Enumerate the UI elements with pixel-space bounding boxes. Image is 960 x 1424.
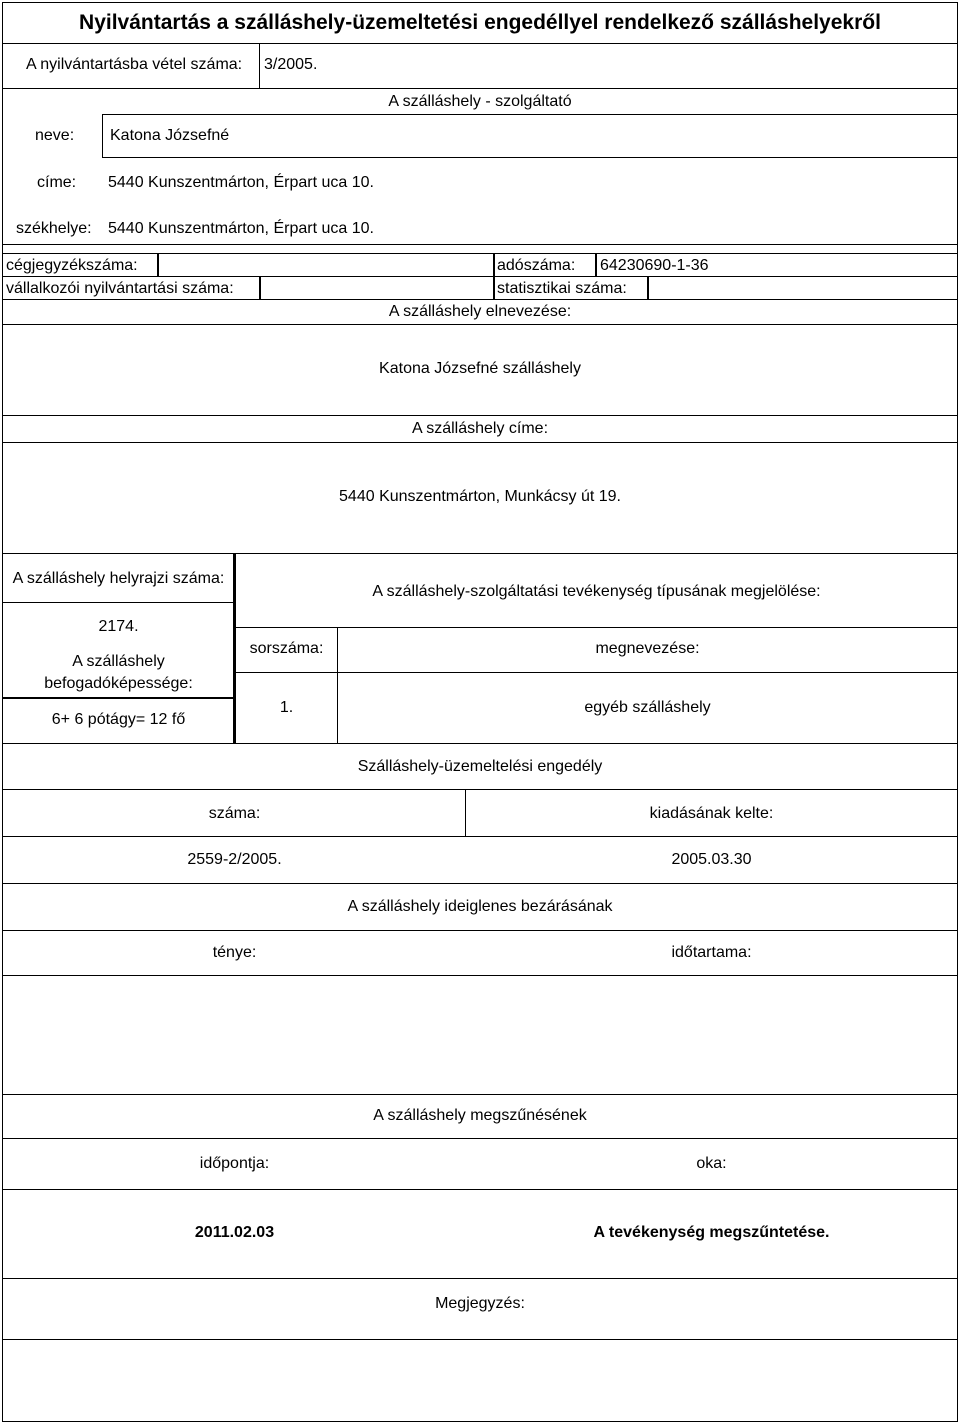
page-title: Nyilvántartás a szálláshely-üzemeltetési engedéllyel rendelkező szálláshelyekről	[79, 11, 881, 34]
divider	[493, 253, 495, 277]
provider-name-cell	[102, 114, 958, 158]
registration-value: 3/2005.	[264, 56, 318, 73]
termination-time-label: időpontja:	[199, 1155, 270, 1172]
divider	[493, 276, 495, 300]
permit-number-value: 2559-2/2005.	[187, 851, 282, 868]
provider-address-value: 5440 Kunszentmárton, Érpart uca 10.	[108, 174, 374, 191]
notes-label: Megjegyzés:	[435, 1295, 525, 1312]
provider-seat-value: 5440 Kunszentmárton, Érpart uca 10.	[108, 220, 374, 237]
tax-label: adószáma:	[497, 257, 576, 274]
entrepreneur-label: vállalkozói nyilvántartási száma:	[6, 280, 234, 297]
company-reg-row	[2, 253, 958, 277]
tax-value: 64230690-1-36	[600, 257, 709, 274]
capacity-label-line1: A szálláshely	[72, 653, 165, 670]
termination-time-value: 2011.02.03	[194, 1224, 275, 1241]
divider	[647, 276, 649, 300]
provider-seat-label: székhelye:	[16, 220, 92, 237]
permit-date-label: kiadásának kelte:	[649, 805, 774, 822]
plot-label: A szálláshely helyrajzi száma:	[12, 570, 225, 587]
registration-value-cell	[259, 43, 958, 89]
provider-name-label: neve:	[35, 127, 75, 144]
divider	[595, 253, 597, 277]
accommodation-name-value: Katona Józsefné szálláshely	[379, 360, 581, 377]
company-reg-label: cégjegyzékszáma:	[6, 257, 138, 274]
permit-number-label: száma:	[208, 805, 261, 822]
stat-label: statisztikai száma:	[497, 280, 627, 297]
activity-type-label: A szálláshely-szolgáltatási tevékenység típusának megjelölése:	[372, 583, 821, 600]
provider-name-value: Katona Józsefné	[110, 127, 230, 144]
designation-value: egyéb szálláshely	[584, 699, 711, 716]
designation-label: megnevezése:	[595, 640, 700, 657]
closure-fact-label: ténye:	[212, 944, 257, 961]
divider	[2, 697, 235, 699]
capacity-label-line2: befogadóképessége:	[44, 675, 193, 692]
termination-section-title: A szálláshely megszűnésének	[373, 1107, 587, 1124]
divider	[157, 253, 159, 277]
capacity-value: 6+ 6 pótágy= 12 fő	[51, 711, 186, 728]
permit-section-title: Szálláshely-üzemeltelési engedély	[357, 758, 603, 775]
plot-value: 2174.	[98, 618, 139, 635]
registration-label: A nyilvántartásba vétel száma:	[26, 56, 243, 73]
divider	[259, 276, 261, 300]
termination-reason-value: A tevékenység megszűntetése.	[593, 1224, 830, 1241]
closure-duration-label: időtartama:	[671, 944, 752, 961]
accommodation-address-value: 5440 Kunszentmárton, Munkácsy út 19.	[339, 488, 621, 505]
serial-value: 1.	[279, 699, 294, 716]
serial-label: sorszáma:	[249, 640, 324, 657]
termination-reason-label: oka:	[696, 1155, 727, 1172]
provider-address-label: címe:	[37, 174, 77, 191]
provider-section-title: A szálláshely - szolgáltató	[388, 93, 572, 110]
notes-value-cell	[2, 1339, 958, 1422]
accommodation-address-label: A szálláshely címe:	[411, 420, 549, 437]
permit-date-value: 2005.03.30	[671, 851, 752, 868]
closure-values-cell	[2, 975, 958, 1095]
accommodation-name-label: A szálláshely elnevezése:	[388, 303, 572, 320]
closure-section-title: A szálláshely ideiglenes bezárásának	[347, 898, 613, 915]
